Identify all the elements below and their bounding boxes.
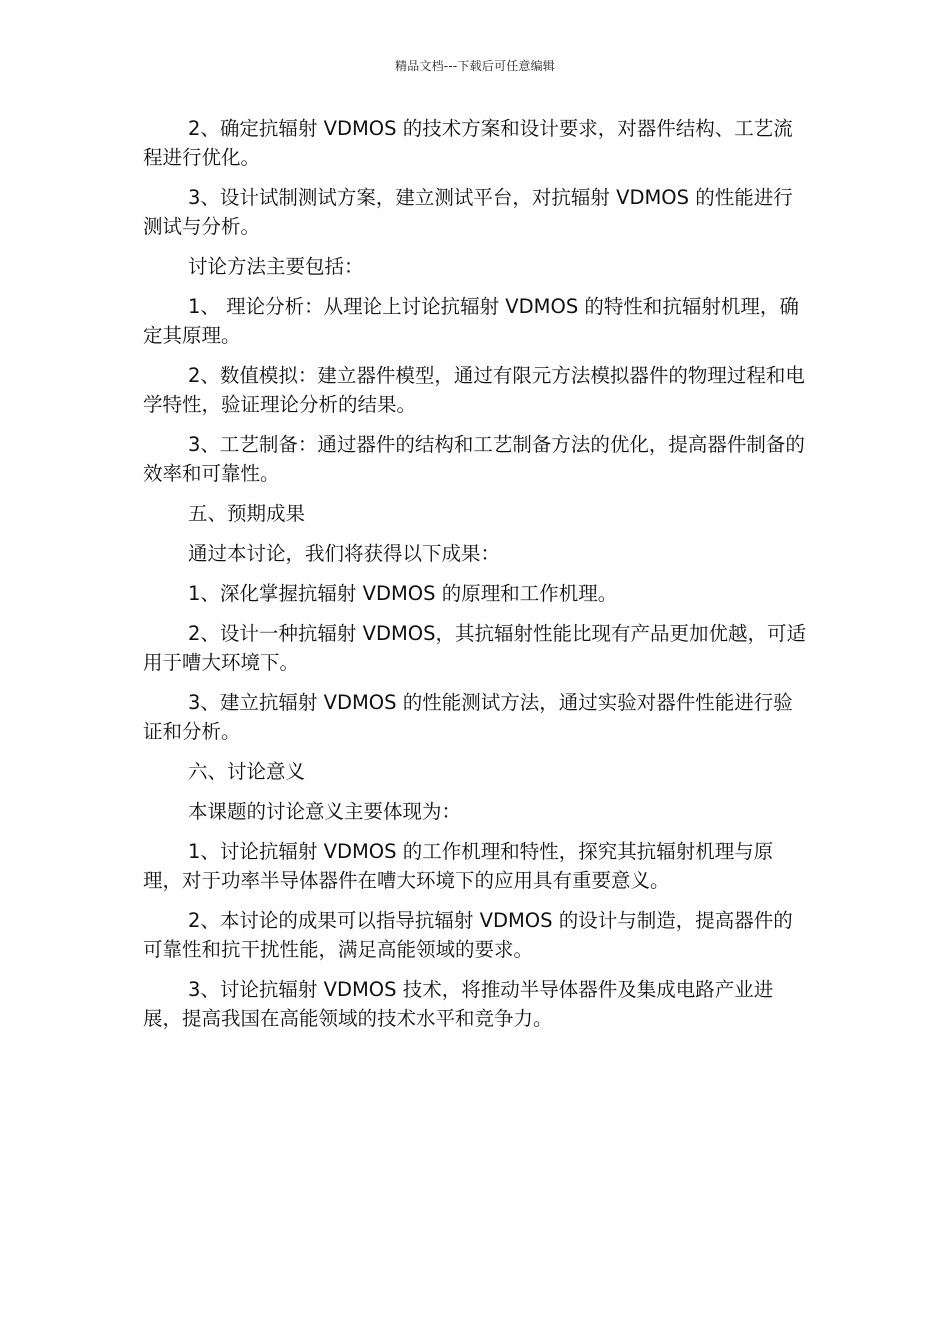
paragraph-significance-3: 3、讨论抗辐射 VDMOS 技术，将推动半导体器件及集成电路产业进展，提高我国在高能领域的技术水平和竞争力。 — [143, 978, 774, 1030]
paragraph-numerical-simulation: 2、数值模拟：建立器件模型，通过有限元方法模拟器件的物理过程和电学特性，验证理论分析的结果。 — [143, 364, 805, 416]
page-header: 精品文档---下载后可任意编辑 — [395, 59, 555, 73]
section-heading-significance: 六、讨论意义 — [188, 760, 306, 783]
paragraph-significance-2: 2、本讨论的成果可以指导抗辐射 VDMOS 的设计与制造，提高器件的可靠性和抗干扰性能，满足高能领域的要求。 — [143, 909, 793, 961]
paragraph-result-3: 3、建立抗辐射 VDMOS 的性能测试方法，通过实验对器件性能进行验证和分析。 — [143, 691, 793, 743]
paragraph-results-intro: 通过本讨论，我们将获得以下成果： — [188, 542, 501, 565]
paragraph-result-2: 2、设计一种抗辐射 VDMOS，其抗辐射性能比现有产品更加优越，可适用于嘈大环境下。 — [143, 622, 807, 674]
paragraph-test-plan: 3、设计试制测试方案，建立测试平台，对抗辐射 VDMOS 的性能进行测试与分析。 — [143, 186, 793, 238]
document-body — [143, 114, 809, 1044]
section-heading-expected-results: 五、预期成果 — [188, 502, 306, 525]
paragraph-methods-intro: 讨论方法主要包括： — [188, 255, 364, 278]
paragraph-theory-analysis: 1、 理论分析：从理论上讨论抗辐射 VDMOS 的特性和抗辐射机理，确定其原理。 — [143, 295, 799, 347]
paragraph-result-1: 1、深化掌握抗辐射 VDMOS 的原理和工作机理。 — [188, 582, 618, 605]
paragraph-design-requirements: 2、确定抗辐射 VDMOS 的技术方案和设计要求，对器件结构、工艺流程进行优化。 — [143, 117, 793, 169]
paragraph-significance-intro: 本课题的讨论意义主要体现为： — [188, 800, 462, 823]
paragraph-process-fabrication: 3、工艺制备：通过器件的结构和工艺制备方法的优化，提高器件制备的效率和可靠性。 — [143, 433, 805, 485]
paragraph-significance-1: 1、讨论抗辐射 VDMOS 的工作机理和特性，探究其抗辐射机理与原理，对于功率半导体器件在嘈大环境下的应用具有重要意义。 — [143, 840, 774, 892]
